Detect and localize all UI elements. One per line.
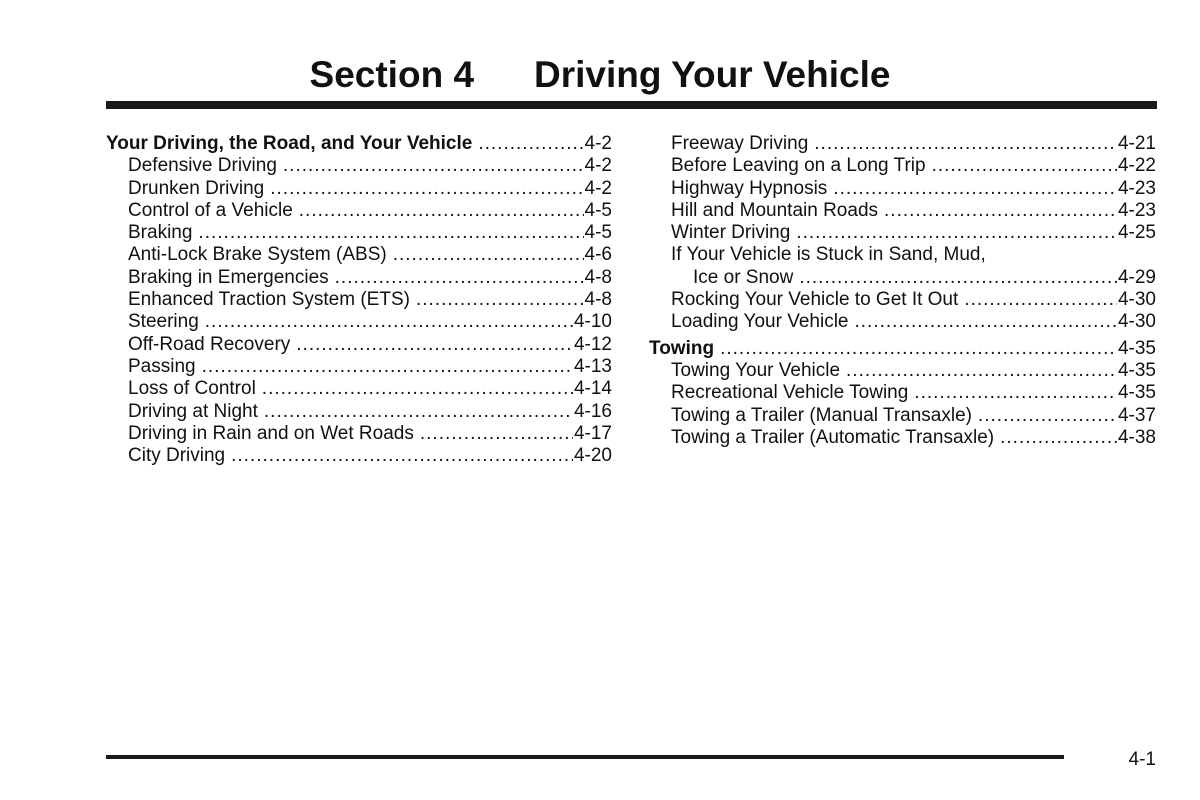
dot-leader <box>799 267 1117 289</box>
toc-entry-page: 4-8 <box>584 289 612 311</box>
toc-entry-label: Ice or Snow <box>693 266 794 288</box>
dot-leader <box>978 405 1117 427</box>
dot-leader <box>205 311 573 333</box>
toc-entry-abs[interactable] <box>106 244 612 266</box>
toc-entry-off-road-recovery[interactable] <box>106 334 612 356</box>
toc-entry-ets[interactable] <box>106 289 612 311</box>
toc-entry-driving-in-rain[interactable] <box>106 423 612 445</box>
toc-entry-label: If Your Vehicle is Stuck in Sand, Mud, <box>671 244 986 266</box>
toc-entry-page: 4-37 <box>1117 404 1156 426</box>
dot-leader <box>833 178 1117 200</box>
toc-entry-label: Towing Your Vehicle <box>671 359 841 381</box>
toc-entry-loading-your-vehicle[interactable] <box>649 311 1156 333</box>
dot-leader <box>264 401 573 423</box>
toc-entry-label: Rocking Your Vehicle to Get It Out <box>671 289 959 311</box>
dot-leader <box>198 222 583 244</box>
toc-entry-label: Driving in Rain and on Wet Roads <box>128 422 414 444</box>
toc-column-right <box>649 133 1156 449</box>
dot-leader <box>420 423 573 445</box>
toc-entry-page: 4-17 <box>573 422 612 444</box>
dot-leader <box>335 267 584 289</box>
toc-entry-loss-of-control[interactable] <box>106 378 612 400</box>
header-divider <box>106 101 1157 109</box>
toc-entry-page: 4-29 <box>1117 266 1156 288</box>
toc-entry-page: 4-14 <box>573 378 612 400</box>
toc-entry-page: 4-2 <box>584 133 612 154</box>
toc-entry-page: 4-2 <box>584 155 612 177</box>
toc-entry-label: Highway Hypnosis <box>671 177 828 199</box>
dot-leader <box>884 200 1117 222</box>
toc-entry-label: Braking in Emergencies <box>128 266 329 288</box>
toc-entry-page: 4-35 <box>1117 359 1156 381</box>
toc-entry-page: 4-2 <box>584 177 612 199</box>
toc-entry-page: 4-23 <box>1117 199 1156 221</box>
dot-leader <box>720 338 1117 360</box>
toc-entry-label: Passing <box>128 355 196 377</box>
dot-leader <box>478 133 583 155</box>
toc-entry-passing[interactable] <box>106 356 612 378</box>
dot-leader <box>202 356 573 378</box>
toc-entry-drunken-driving[interactable] <box>106 178 612 200</box>
toc-entry-page: 4-30 <box>1117 311 1156 333</box>
toc-entry-label: Winter Driving <box>671 222 791 244</box>
toc-entry-label: Recreational Vehicle Towing <box>671 382 909 404</box>
toc-entry-long-trip[interactable] <box>649 155 1156 177</box>
section-label: Section <box>309 54 444 95</box>
dot-leader <box>262 378 573 400</box>
dot-leader <box>416 289 584 311</box>
toc-entry-driving-at-night[interactable] <box>106 401 612 423</box>
section-title <box>0 52 1200 98</box>
toc-entry-page: 4-13 <box>573 355 612 377</box>
toc-entry-label: Driving at Night <box>128 400 258 422</box>
toc-entry-page: 4-38 <box>1117 426 1156 448</box>
toc-entry-label: Before Leaving on a Long Trip <box>671 155 926 177</box>
dot-leader <box>1000 427 1117 449</box>
toc-entry-steering[interactable] <box>106 311 612 333</box>
dot-leader <box>855 311 1117 333</box>
toc-entry-label: Towing a Trailer (Manual Transaxle) <box>671 404 972 426</box>
toc-entry-towing[interactable] <box>649 338 1156 360</box>
dot-leader <box>270 178 583 200</box>
dot-leader <box>299 200 584 222</box>
toc-entry-label: Loss of Control <box>128 378 256 400</box>
toc-entry-page: 4-35 <box>1117 337 1156 359</box>
toc-entry-label: Loading Your Vehicle <box>671 311 849 333</box>
toc-entry-label: Hill and Mountain Roads <box>671 199 879 221</box>
toc-entry-label: City Driving <box>128 445 226 467</box>
toc-entry-label: Off-Road Recovery <box>128 333 291 355</box>
toc-entry-braking-in-emergencies[interactable] <box>106 267 612 289</box>
dot-leader <box>932 155 1117 177</box>
dot-leader <box>796 222 1117 244</box>
toc-entry-page: 4-6 <box>584 244 612 266</box>
section-name: Driving Your Vehicle <box>534 54 891 95</box>
dot-leader <box>846 360 1117 382</box>
dot-leader <box>914 382 1117 404</box>
dot-leader <box>814 133 1117 155</box>
toc-entry-label: Defensive Driving <box>128 155 277 177</box>
toc-entry-label: Enhanced Traction System (ETS) <box>128 289 410 311</box>
toc-entry-page: 4-5 <box>584 222 612 244</box>
toc-entry-hill-mountain-roads[interactable] <box>649 200 1156 222</box>
dot-leader <box>296 334 573 356</box>
toc-entry-label: Control of a Vehicle <box>128 199 293 221</box>
toc-entry-label: Towing a Trailer (Automatic Transaxle) <box>671 426 995 448</box>
dot-leader <box>231 445 573 467</box>
toc-entry-defensive-driving[interactable] <box>106 155 612 177</box>
toc-entry-page: 4-10 <box>573 311 612 333</box>
footer-divider <box>106 755 1064 759</box>
toc-entry-rocking-your-vehicle[interactable] <box>649 289 1156 311</box>
toc-entry-rv-towing[interactable] <box>649 382 1156 404</box>
toc-entry-page: 4-25 <box>1117 222 1156 244</box>
toc-entry-your-driving[interactable] <box>106 133 612 155</box>
dot-leader <box>283 155 584 177</box>
section-number: 4 <box>453 54 475 95</box>
toc-entry-page: 4-8 <box>584 266 612 288</box>
toc-entry-label: Your Driving, the Road, and Your Vehicle <box>106 133 473 154</box>
toc-entry-label: Steering <box>128 311 199 333</box>
toc-entry-stuck-in-sand[interactable] <box>649 244 1156 266</box>
toc-entry-ice-or-snow[interactable] <box>649 267 1156 289</box>
toc-entry-label: Braking <box>128 222 193 244</box>
toc-column-left <box>106 133 612 467</box>
toc-entry-page: 4-20 <box>573 445 612 467</box>
toc-entry-towing-trailer-manual[interactable] <box>649 405 1156 427</box>
toc-entry-highway-hypnosis[interactable] <box>649 178 1156 200</box>
toc-entry-city-driving[interactable] <box>106 445 612 467</box>
toc-entry-control-of-a-vehicle[interactable] <box>106 200 612 222</box>
toc-entry-page: 4-12 <box>573 333 612 355</box>
toc-entry-page: 4-16 <box>573 400 612 422</box>
toc-entry-label: Drunken Driving <box>128 177 265 199</box>
toc-entry-towing-your-vehicle[interactable] <box>649 360 1156 382</box>
toc-entry-towing-trailer-automatic[interactable] <box>649 427 1156 449</box>
toc-entry-page: 4-21 <box>1117 133 1156 154</box>
toc-entry-label: Towing <box>649 337 715 359</box>
toc-entry-page: 4-30 <box>1117 289 1156 311</box>
toc-entry-page: 4-35 <box>1117 382 1156 404</box>
toc-entry-freeway-driving[interactable] <box>649 133 1156 155</box>
toc-entry-winter-driving[interactable] <box>649 222 1156 244</box>
toc-entry-page: 4-5 <box>584 199 612 221</box>
toc-entry-label: Freeway Driving <box>671 133 809 154</box>
toc-entry-label: Anti-Lock Brake System (ABS) <box>128 244 387 266</box>
dot-leader <box>964 289 1117 311</box>
toc-entry-braking[interactable] <box>106 222 612 244</box>
toc-entry-page: 4-23 <box>1117 177 1156 199</box>
dot-leader <box>393 244 584 266</box>
toc-entry-page: 4-22 <box>1117 155 1156 177</box>
page-number: 4-1 <box>1128 749 1156 770</box>
